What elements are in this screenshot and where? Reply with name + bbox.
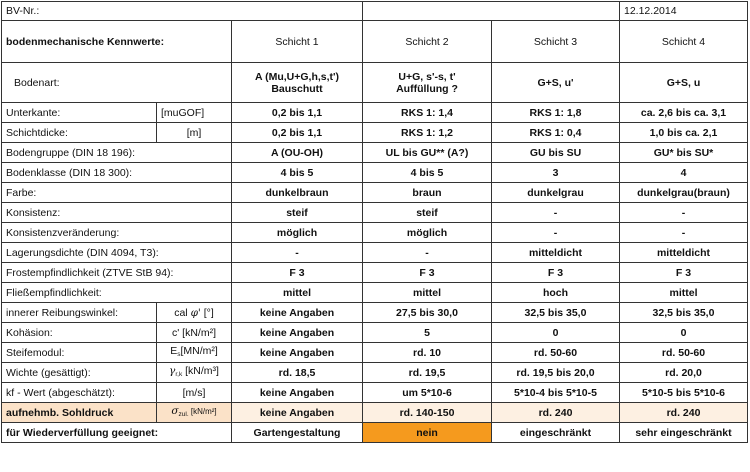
- row-unit: [157, 403, 232, 423]
- value-s1: -: [232, 243, 363, 263]
- value-s4: 0: [620, 323, 748, 343]
- value-s4: rd. 50-60: [620, 343, 748, 363]
- row-unit: [157, 303, 232, 323]
- value-s2: rd. 19,5: [363, 363, 492, 383]
- row-label: für Wiederverfüllung geeignet:: [2, 423, 232, 443]
- row-label: Frostempfindlichkeit (ZTVE StB 94):: [2, 263, 232, 283]
- value-s1: keine Angaben: [232, 403, 363, 423]
- soil-parameters-table: [1, 1, 748, 443]
- value-s2: 4 bis 5: [363, 163, 492, 183]
- row-wichte: [2, 363, 748, 383]
- value-s4: sehr eingeschränkt: [620, 423, 748, 443]
- value-s3: 3: [492, 163, 620, 183]
- row-unit: [m]: [157, 123, 232, 143]
- value-s3: hoch: [492, 283, 620, 303]
- unit-suffix: [MN/m²]: [180, 344, 218, 357]
- value-s1: mittel: [232, 283, 363, 303]
- value-s4: ca. 2,6 bis ca. 3,1: [620, 103, 748, 123]
- row-konsistenzveraenderung: [2, 223, 748, 243]
- row-wiederverfuellung: [2, 423, 748, 443]
- bodenart-s2-line1: U+G, s'-s, t': [398, 70, 456, 83]
- value-s3: GU bis SU: [492, 143, 620, 163]
- phi-symbol: φ': [190, 306, 201, 319]
- value-s3: 0: [492, 323, 620, 343]
- value-s4: F 3: [620, 263, 748, 283]
- report-date: 12.12.2014: [620, 2, 748, 21]
- value-s1: keine Angaben: [232, 303, 363, 323]
- value-s2: 5: [363, 323, 492, 343]
- value-s2: RKS 1: 1,4: [363, 103, 492, 123]
- value-s3: 32,5 bis 35,0: [492, 303, 620, 323]
- value-s3: mitteldicht: [492, 243, 620, 263]
- value-s4: rd. 240: [620, 403, 748, 423]
- value-s3: -: [492, 223, 620, 243]
- row-bodengruppe: [2, 143, 748, 163]
- row-fliessempfindlichkeit: [2, 283, 748, 303]
- value-s3: dunkelgrau: [492, 183, 620, 203]
- value-s4: mitteldicht: [620, 243, 748, 263]
- row-label: Konsistenzveränderung:: [2, 223, 232, 243]
- layer-header-2: Schicht 2: [363, 21, 492, 63]
- bodenart-s1-line1: A (Mu,U+G,h,s,t'): [254, 70, 340, 83]
- value-s3: rd. 50-60: [492, 343, 620, 363]
- unit-prefix: cal: [174, 306, 191, 319]
- value-s2: rd. 10: [363, 343, 492, 363]
- value-s2: F 3: [363, 263, 492, 283]
- row-label: Konsistenz:: [2, 203, 232, 223]
- value-s2: RKS 1: 1,2: [363, 123, 492, 143]
- value-s1: keine Angaben: [232, 323, 363, 343]
- value-s4: rd. 20,0: [620, 363, 748, 383]
- row-steifemodul: [2, 343, 748, 363]
- corner-label: bodenmechanische Kennwerte:: [2, 21, 232, 63]
- row-label: aufnehmb. Sohldruck: [2, 403, 157, 423]
- row-label: Unterkante:: [2, 103, 157, 123]
- value-s1: keine Angaben: [232, 383, 363, 403]
- value-s3: RKS 1: 1,8: [492, 103, 620, 123]
- row-label: Steifemodul:: [2, 343, 157, 363]
- row-kohaesion: [2, 323, 748, 343]
- value-s3: -: [492, 203, 620, 223]
- value-s4: dunkelgrau(braun): [620, 183, 748, 203]
- value-s1: F 3: [232, 263, 363, 283]
- bodenart-s3: G+S, u': [492, 63, 620, 103]
- value-s2: mittel: [363, 283, 492, 303]
- value-s1: Gartengestaltung: [232, 423, 363, 443]
- modulus-symbol: E: [170, 344, 178, 357]
- value-s2: um 5*10-6: [363, 383, 492, 403]
- bodenart-s4: G+S, u: [620, 63, 748, 103]
- value-s4: 1,0 bis ca. 2,1: [620, 123, 748, 143]
- row-reibungswinkel: [2, 303, 748, 323]
- value-s1: A (OU-OH): [232, 143, 363, 163]
- row-unterkante: [2, 103, 748, 123]
- row-unit: [m/s]: [157, 383, 232, 403]
- value-s2: nein: [363, 423, 492, 443]
- header-row: [2, 2, 748, 21]
- layer-header-4: Schicht 4: [620, 21, 748, 63]
- row-frostempfindlichkeit: [2, 263, 748, 283]
- unit-suffix: [kN/m²]: [188, 406, 217, 416]
- bv-number-value[interactable]: [363, 2, 620, 21]
- row-unit: [muGOF]: [157, 103, 232, 123]
- unit-suffix: [°]: [200, 306, 214, 319]
- row-unit: [157, 363, 232, 383]
- value-s2: rd. 140-150: [363, 403, 492, 423]
- value-s4: 32,5 bis 35,0: [620, 303, 748, 323]
- sigma-symbol: σ: [171, 404, 179, 417]
- value-s4: GU* bis SU*: [620, 143, 748, 163]
- value-s3: eingeschränkt: [492, 423, 620, 443]
- layer-header-1: Schicht 1: [232, 21, 363, 63]
- value-s4: 4: [620, 163, 748, 183]
- row-bodenart: [2, 63, 748, 103]
- value-s2: -: [363, 243, 492, 263]
- value-s2: UL bis GU** (A?): [363, 143, 492, 163]
- value-s1: keine Angaben: [232, 343, 363, 363]
- value-s1: rd. 18,5: [232, 363, 363, 383]
- value-s3: 5*10-4 bis 5*10-5: [492, 383, 620, 403]
- row-konsistenz: [2, 203, 748, 223]
- row-label: Lagerungsdichte (DIN 4094, T3):: [2, 243, 232, 263]
- value-s2: 27,5 bis 30,0: [363, 303, 492, 323]
- row-sohldruck: [2, 403, 748, 423]
- gamma-subscript: r,k: [175, 370, 183, 378]
- row-schichtdicke: [2, 123, 748, 143]
- bodenart-s2-line2: Auffüllung ?: [396, 82, 458, 95]
- row-lagerungsdichte: [2, 243, 748, 263]
- layer-header-3: Schicht 3: [492, 21, 620, 63]
- row-label: kf - Wert (abgeschätzt):: [2, 383, 157, 403]
- row-farbe: [2, 183, 748, 203]
- value-s4: 5*10-5 bis 5*10-6: [620, 383, 748, 403]
- row-label: Kohäsion:: [2, 323, 157, 343]
- bodenart-s1: [232, 63, 363, 103]
- value-s1: 0,2 bis 1,1: [232, 123, 363, 143]
- value-s3: rd. 19,5 bis 20,0: [492, 363, 620, 383]
- value-s3: RKS 1: 0,4: [492, 123, 620, 143]
- value-s4: -: [620, 223, 748, 243]
- bv-number-label: BV-Nr.:: [2, 2, 363, 21]
- value-s4: mittel: [620, 283, 748, 303]
- sigma-subscript: zul.: [178, 410, 189, 418]
- row-label: Farbe:: [2, 183, 232, 203]
- row-unit: c' [kN/m²]: [157, 323, 232, 343]
- value-s2: möglich: [363, 223, 492, 243]
- value-s2: steif: [363, 203, 492, 223]
- value-s1: möglich: [232, 223, 363, 243]
- row-label: Schichtdicke:: [2, 123, 157, 143]
- value-s1: 0,2 bis 1,1: [232, 103, 363, 123]
- row-kf-wert: [2, 383, 748, 403]
- row-label: Bodenart:: [2, 63, 232, 103]
- row-label: Fließempfindlichkeit:: [2, 283, 232, 303]
- value-s1: steif: [232, 203, 363, 223]
- bodenart-s2: [363, 63, 492, 103]
- value-s3: rd. 240: [492, 403, 620, 423]
- row-label: innerer Reibungswinkel:: [2, 303, 157, 323]
- unit-suffix: [kN/m³]: [182, 364, 219, 377]
- row-label: Wichte (gesättigt):: [2, 363, 157, 383]
- row-bodenklasse: [2, 163, 748, 183]
- modulus-subscript: s: [177, 350, 181, 358]
- row-label: Bodengruppe (DIN 18 196):: [2, 143, 232, 163]
- value-s1: dunkelbraun: [232, 183, 363, 203]
- value-s1: 4 bis 5: [232, 163, 363, 183]
- column-header-row: [2, 21, 748, 63]
- row-unit: [157, 343, 232, 363]
- bodenart-s1-line2: Bauschutt: [271, 82, 323, 95]
- value-s4: -: [620, 203, 748, 223]
- value-s2: braun: [363, 183, 492, 203]
- row-label: Bodenklasse (DIN 18 300):: [2, 163, 232, 183]
- value-s3: F 3: [492, 263, 620, 283]
- gamma-symbol: γ: [169, 364, 176, 377]
